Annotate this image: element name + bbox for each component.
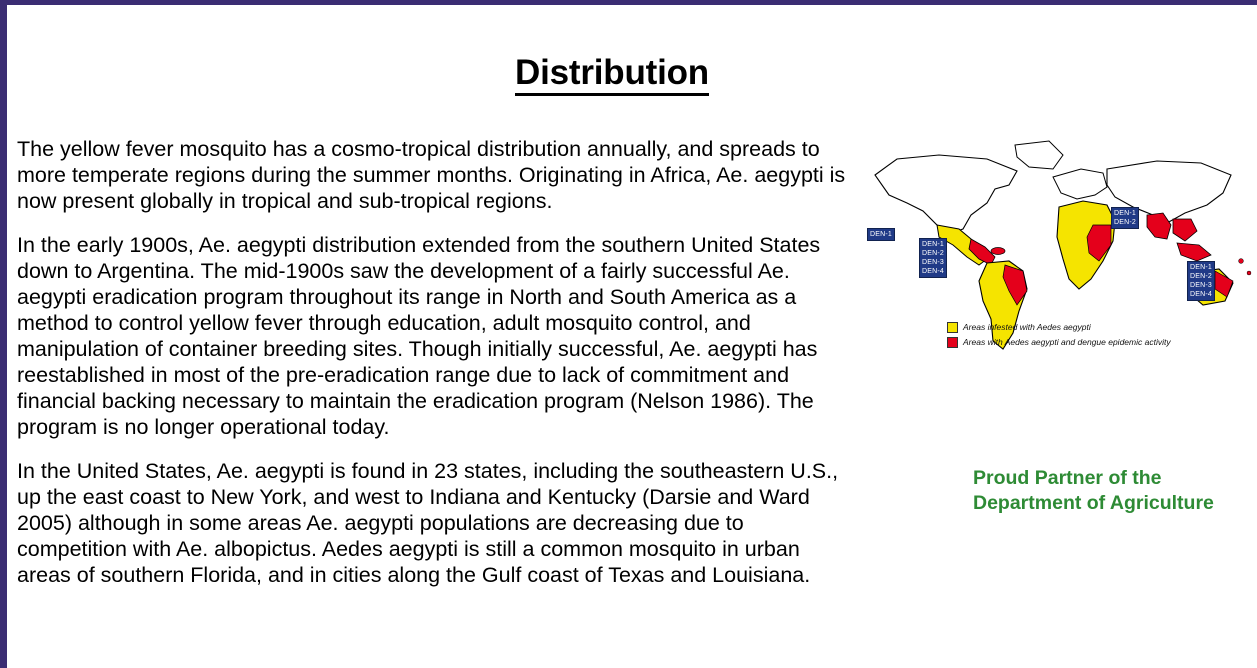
greenland-shape	[1015, 141, 1063, 169]
paragraph-2: In the early 1900s, Ae. aegypti distribution extended from the southern United States down to Argentina. The mid-1900s saw the development of a fairly successful Ae. aegypti eradication program throughout its range in North and South America as a method to control yellow fever through education, adult mosquito control, and manipulation of container breeding sites. Though initially successful, Ae. aegypti has reestablished in most of the pre-eradication range due to lack of commitment and financial backing necessary to maintain the eradication program (Nelson 1986). The program is no longer operational today.	[17, 233, 821, 439]
world-distribution-map	[867, 133, 1257, 373]
page-title-text: Distribution	[515, 53, 709, 96]
map-legend	[947, 321, 1171, 351]
partner-text: Proud Partner of the Department of Agriculture	[973, 467, 1214, 514]
indonesia-shape	[1177, 243, 1211, 261]
legend-label-epidemic: Areas with Aedes aegypti and dengue epidemic activity	[963, 337, 1171, 347]
southeast-asia-shape	[1173, 219, 1197, 241]
caribbean-shape	[991, 248, 1005, 255]
legend-item-epidemic	[947, 336, 1171, 349]
legend-item-infested	[947, 321, 1171, 334]
den-label-asia: DEN-1 DEN-2	[1111, 207, 1139, 229]
legend-swatch-red	[947, 337, 958, 348]
pacific-island-2	[1247, 271, 1251, 275]
paragraph-3: In the United States, Ae. aegypti is found in 23 states, including the southeastern U.S., up the east coast to New York, and west to Indiana and Kentucky (Darsie and Ward 2005) although in some areas Ae. aegypti populations are decreasing due to competition with Ae. albopictus. Aedes aegypti is still a common mosquito in urban areas of southern Florida, and in cities along the Gulf coast of Texas and Louisiana.	[17, 459, 839, 587]
legend-swatch-yellow	[947, 322, 958, 333]
den-label-pacific: DEN-1 DEN-2 DEN-3 DEN-4	[1187, 261, 1215, 301]
den-label-caribbean-left: DEN-1	[867, 228, 895, 241]
den-label-central-america: DEN-1 DEN-2 DEN-3 DEN-4	[919, 238, 947, 278]
north-america-shape	[875, 155, 1017, 233]
legend-label-infested: Areas infested with Aedes aegypti	[963, 322, 1091, 332]
pacific-island-1	[1239, 259, 1244, 264]
page-title	[7, 53, 1217, 93]
body-text-block	[17, 136, 847, 588]
paragraph-1: The yellow fever mosquito has a cosmo-tropical distribution annually, and spreads to more temperate regions during the summer months. Originating in Africa, Ae. aegypti is now present globally in tropical and sub-tropical regions.	[17, 137, 846, 213]
europe-shape	[1053, 169, 1107, 199]
